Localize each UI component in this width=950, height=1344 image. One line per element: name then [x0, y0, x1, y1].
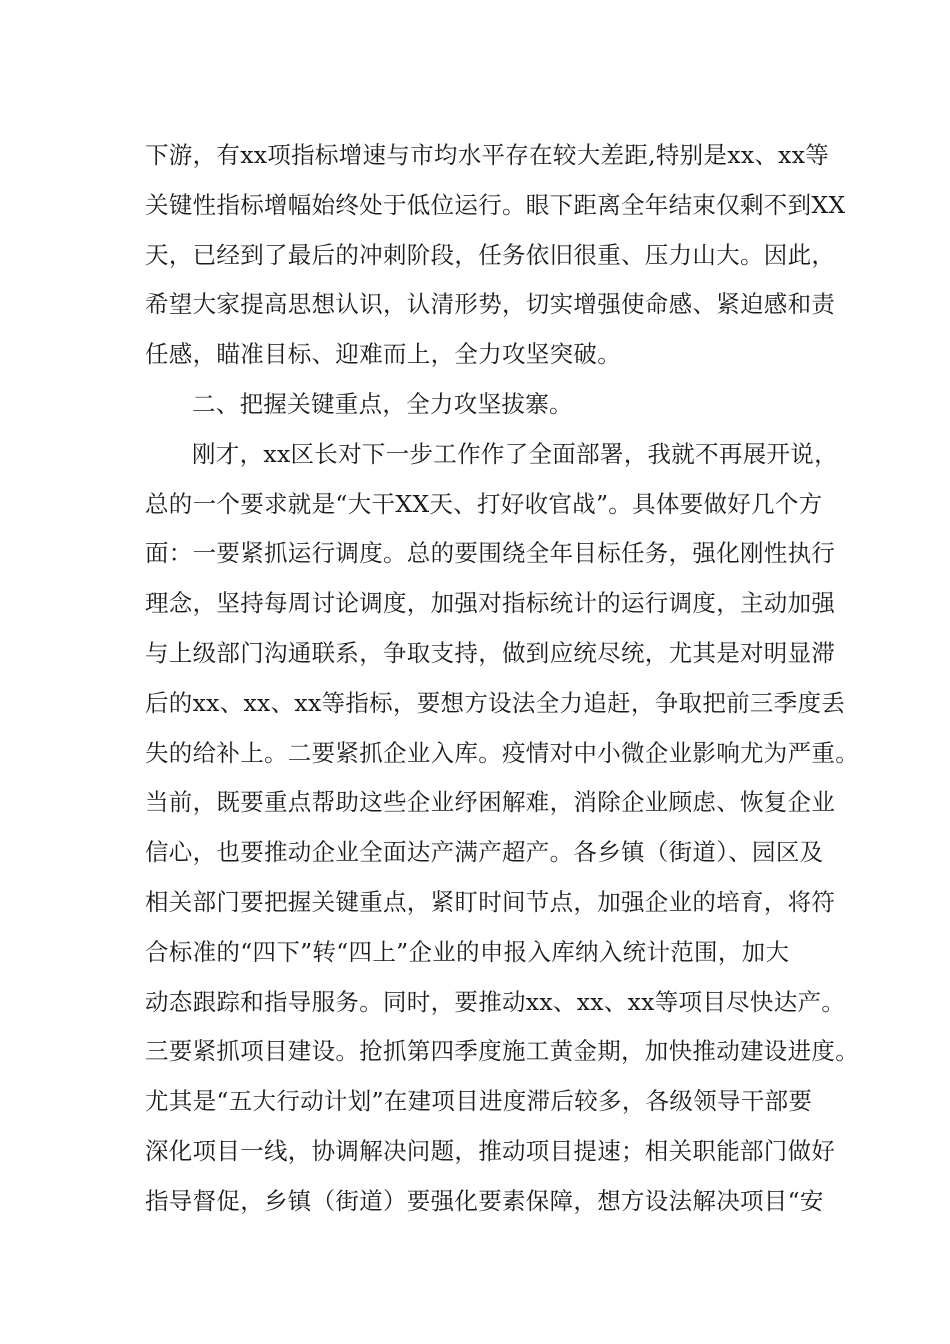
text-line: 总的一个要求就是“大干XX天、打好收官战”。具体要做好几个方	[145, 489, 823, 518]
text-line: 深化项目一线，协调解决问题，推动项目提速；相关职能部门做好	[145, 1136, 836, 1165]
section-heading: 二、把握关键重点，全力攻坚拔寨。	[192, 389, 573, 418]
text-line: 当前，既要重点帮助这些企业纾困解难，消除企业顾虑、恢复企业	[145, 788, 836, 817]
text-line: 三要紧抓项目建设。抢抓第四季度施工黄金期，加快推动建设进度。	[145, 1037, 859, 1066]
text-line: 关键性指标增幅始终处于低位运行。眼下距离全年结束仅剩不到XX	[145, 190, 846, 219]
text-line: 相关部门要把握关键重点，紧盯时间节点，加强企业的培育，将符	[145, 887, 836, 916]
text-line: 理念，坚持每周讨论调度，加强对指标统计的运行调度，主动加强	[145, 589, 836, 618]
text-line: 指导督促，乡镇（街道）要强化要素保障，想方设法解决项目“安	[145, 1186, 824, 1215]
text-line: 任感，瞄准目标、迎难而上，全力攻坚突破。	[145, 340, 621, 369]
document-body	[145, 131, 859, 1227]
text-line: 尤其是“五大行动计划”在建项目进度滞后较多，各级领导干部要	[145, 1087, 813, 1116]
text-line: 动态跟踪和指导服务。同时，要推动xx、xx、xx等项目尽快达产。	[145, 987, 846, 1016]
paragraph-first-line: 刚才，xx区长对下一步工作作了全面部署，我就不再展开说，	[192, 439, 838, 468]
text-line: 后的xx、xx、xx等指标，要想方设法全力追赶，争取把前三季度丢	[145, 688, 846, 717]
text-line: 合标准的“四下”转“四上”企业的申报入库纳入统计范围，加大	[145, 937, 790, 966]
text-line: 希望大家提高思想认识，认清形势，切实增强使命感、紧迫感和责	[145, 290, 836, 319]
text-line: 信心，也要推动企业全面达产满产超产。各乡镇（街道）、园区及	[145, 838, 824, 867]
text-line: 下游，有xx项指标增速与市均水平存在较大差距,特别是xx、xx等	[145, 141, 830, 169]
text-line: 面：一要紧抓运行调度。总的要围绕全年目标任务，强化刚性执行	[145, 539, 836, 568]
text-line: 天，已经到了最后的冲刺阶段，任务依旧很重、压力山大。因此，	[145, 240, 836, 269]
text-line: 失的给补上。二要紧抓企业入库。疫情对中小微企业影响尤为严重。	[145, 738, 859, 767]
text-line: 与上级部门沟通联系，争取支持，做到应统尽统，尤其是对明显滞	[145, 638, 836, 667]
